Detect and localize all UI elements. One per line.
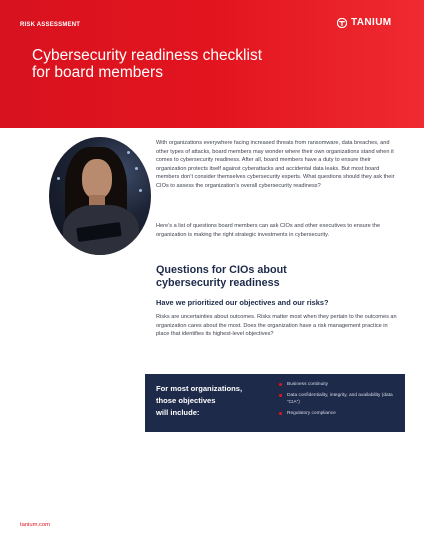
callout-title-line-3: will include:	[156, 408, 200, 418]
callout-title-line-2: those objectives	[156, 396, 216, 406]
bullet-icon	[279, 383, 282, 386]
list-item	[279, 392, 399, 406]
logo-text: TANIUM	[351, 17, 392, 28]
callout-title-line-1: For most organizations,	[156, 384, 243, 393]
tanium-logo	[337, 17, 392, 28]
header-banner	[0, 0, 424, 128]
list-item-text: Data confidentiality, integrity, and availability (data “CIA”)	[287, 393, 393, 405]
page-title	[32, 47, 312, 81]
tanium-logo-icon	[337, 18, 347, 28]
question-heading: Have we prioritized our objectives and our risks?	[156, 298, 329, 307]
list-item	[279, 410, 399, 417]
list-item-text: Regulatory compliance	[287, 411, 336, 416]
footer-website-link[interactable]: tanium.com	[20, 522, 50, 528]
objectives-callout	[145, 374, 405, 432]
section-heading-line-2: cybersecurity readiness	[156, 277, 280, 289]
section-heading-line-1: Questions for CIOs about	[156, 264, 287, 276]
title-line-1: Cybersecurity readiness checklist	[32, 47, 263, 64]
intro-paragraph-1: With organizations everywhere facing increased threats from ransomware, data breaches, and other types of attacks, board members may wonder where their own organizations stand when it comes to cybersecurity readiness. After all, board members have a duty to ensure their organization protects itself against cyberattacks and accidental data leaks. But most board members don’t consider themselves cybersecurity experts. What questions should they ask their CIOs to assess the organization’s overall cybersecurity readiness?	[156, 140, 395, 189]
callout-title	[156, 383, 266, 420]
section-heading	[156, 264, 356, 290]
question-answer: Risks are uncertainties about outcomes. Risks matter most when they pertain to the outcomes an organization cares about the most. Does the organization have a risk management practice in place that identifies its highest-level objectives?	[156, 314, 397, 338]
woman-with-tablet-photo	[49, 137, 151, 255]
objectives-list	[279, 381, 399, 421]
bullet-icon	[279, 412, 282, 415]
title-line-2: for board members	[32, 64, 163, 81]
list-item-text: Business continuity	[287, 382, 329, 387]
list-item	[279, 381, 399, 388]
bullet-icon	[279, 394, 282, 397]
eyebrow-label: RISK ASSESSMENT	[20, 22, 81, 28]
intro-paragraph-2: Here’s a list of questions board members can ask CIOs and other executives to ensure the organization is making the right strategic investments in cybersecurity.	[156, 223, 381, 238]
